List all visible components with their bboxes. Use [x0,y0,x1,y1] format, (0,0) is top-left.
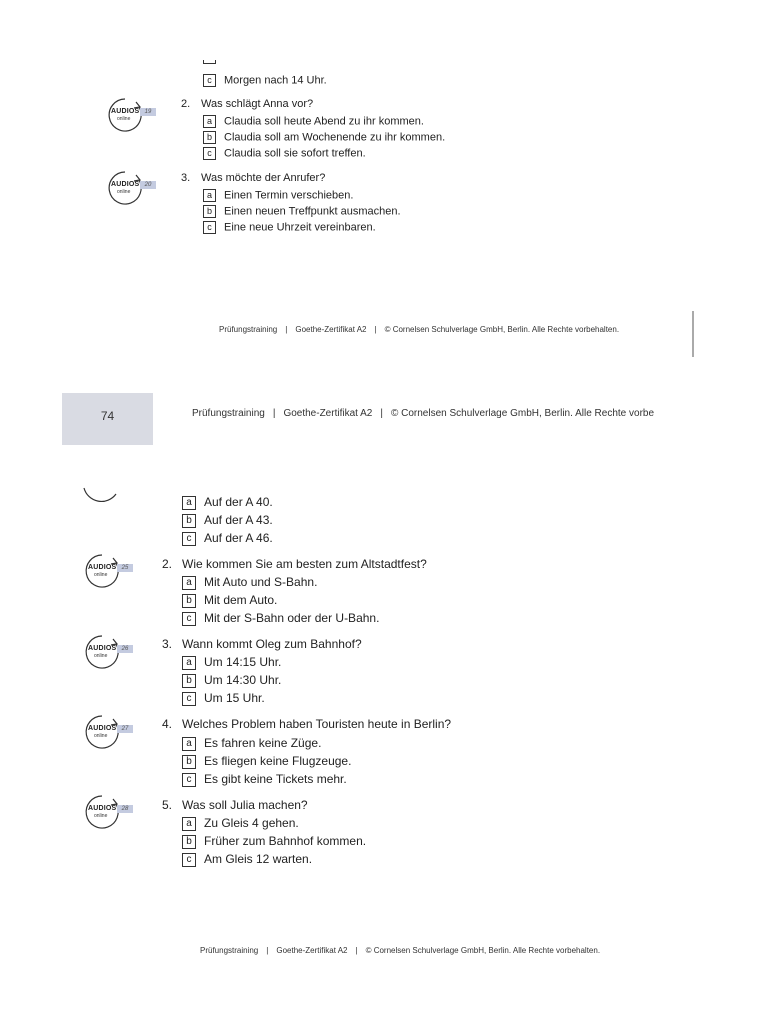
header-section: Prüfungstraining [192,408,265,419]
option-letter-box: c [203,147,216,160]
audio-label: AUDIOS [88,805,117,812]
option-letter-box: c [203,221,216,234]
footer-title: Goethe-Zertifikat A2 [295,325,367,334]
option-letter-box: a [203,189,216,202]
audio-badge[interactable] [82,712,162,752]
page-edge-rule [692,311,694,357]
option-text: Mit der S-Bahn oder der U-Bahn. [204,611,380,625]
audio-circle-icon [82,480,122,510]
option-letter-box: c [182,773,196,787]
audio-circle-icon [82,712,122,752]
option-letter-box: b [203,205,216,218]
option-line [203,74,327,87]
header-copyright: © Cornelsen Schulverlage GmbH, Berlin. Alle Rechte vorbe [390,408,655,419]
option-letter-box: b [203,131,216,144]
option-letter-box: b [182,514,196,528]
option-line [182,575,317,590]
option-letter-box: b [182,594,196,608]
track-number: 25 [117,564,133,572]
audio-label: AUDIOS [88,645,117,652]
footer-copyright: © Cornelsen Schulverlage GmbH, Berlin. Alle Rechte vorbehalten. [365,946,601,955]
option-text: Am Gleis 12 warten. [204,852,313,866]
audio-label: AUDIOS [111,181,140,188]
audio-label: AUDIOS [88,564,117,571]
option-line [203,189,353,202]
option-text: Einen Termin verschieben. [224,189,354,202]
question-3 [162,637,362,651]
track-number: 27 [117,725,133,733]
option-line [182,593,277,608]
page-header: Prüfungstraining | Goethe-Zertifikat A2 | © Cornelsen Schulverlage GmbH, Berlin. Alle Rechte vorbe [192,408,655,419]
option-text: Früher zum Bahnhof kommen. [204,834,367,848]
question-text: Wie kommen Sie am besten zum Altstadtfest? [182,557,427,571]
option-text: Es fliegen keine Flugzeuge. [204,754,352,768]
question-4 [162,717,451,731]
option-text: Um 15 Uhr. [204,691,265,705]
question-number: 3. [181,172,191,184]
option-line [182,495,273,510]
question-text: Wann kommt Oleg zum Bahnhof? [182,637,362,651]
audio-sub-label: online [94,813,108,819]
footer-copyright: © Cornelsen Schulverlage GmbH, Berlin. Alle Rechte vorbehalten. [384,325,620,334]
option-letter-box: c [203,74,216,87]
option-line [182,513,273,528]
option-line [182,754,351,769]
track-number: 19 [140,108,156,116]
question-3 [181,172,325,184]
option-letter-box: c [182,532,196,546]
option-text: Auf der A 46. [204,531,273,545]
option-line [182,816,299,831]
option-letter-box: a [182,576,196,590]
question-2 [162,557,427,571]
option-line [203,205,401,218]
option-letter-box: a [182,496,196,510]
option-line [182,691,265,706]
audio-label: AUDIOS [88,725,117,732]
option-text: Auf der A 43. [204,513,273,527]
track-number: 20 [140,181,156,189]
option-text: Es gibt keine Tickets mehr. [204,772,347,786]
footer-section: Prüfungstraining [200,946,259,955]
audio-badge[interactable] [82,792,162,832]
option-letter-box: c [182,853,196,867]
question-5 [162,798,308,812]
option-text: Claudia soll heute Abend zu ihr kommen. [224,115,424,128]
option-letter-box: a [203,115,216,128]
page-footer: Prüfungstraining | Goethe-Zertifikat A2 | © Cornelsen Schulverlage GmbH, Berlin. Alle Rechte vorbehalten. [219,325,620,334]
option-text: Zu Gleis 4 gehen. [204,816,299,830]
footer-title: Goethe-Zertifikat A2 [276,946,348,955]
option-text: Auf der A 40. [204,495,273,509]
option-text: Mit Auto und S-Bahn. [204,575,318,589]
option-text: Um 14:30 Uhr. [204,673,282,687]
option-line [182,772,347,787]
option-text: Einen neuen Treffpunkt ausmachen. [224,205,401,218]
question-text: Was schlägt Anna vor? [201,98,314,110]
option-line [182,673,281,688]
option-line [203,131,445,144]
question-number: 5. [162,798,173,812]
option-letter-box: a [182,656,196,670]
audio-circle-icon [82,632,122,672]
option-line [182,852,312,867]
cut-off-option-box [203,60,216,64]
option-line [203,115,424,128]
option-letter-box: c [182,612,196,626]
option-letter-box: c [182,692,196,706]
audio-circle-icon [105,95,145,135]
page-number: 74 [100,409,115,423]
question-text: Was möchte der Anrufer? [201,172,326,184]
question-2 [181,98,313,110]
option-line [182,655,281,670]
header-title: Goethe-Zertifikat A2 [283,408,373,419]
option-line [182,531,273,546]
option-line [182,834,366,849]
audio-circle-icon [82,792,122,832]
option-text: Eine neue Uhrzeit vereinbaren. [224,221,376,234]
audio-sub-label: online [94,733,108,739]
option-text: Mit dem Auto. [204,593,278,607]
audio-sub-label: online [94,572,108,578]
question-text: Welches Problem haben Touristen heute in Berlin? [182,717,452,731]
option-letter-box: b [182,674,196,688]
option-text: Claudia soll sie sofort treffen. [224,147,366,160]
option-letter-box: a [182,737,196,751]
audio-badge[interactable] [105,95,185,135]
footer-section: Prüfungstraining [219,325,278,334]
page-footer: Prüfungstraining | Goethe-Zertifikat A2 | © Cornelsen Schulverlage GmbH, Berlin. Alle Rechte vorbehalten. [200,946,601,955]
audio-badge[interactable] [82,551,162,591]
option-text: Morgen nach 14 Uhr. [224,74,327,87]
question-number: 4. [162,717,173,731]
audio-label: AUDIOS [111,108,140,115]
option-text: Claudia soll am Wochenende zu ihr kommen. [224,131,446,144]
option-letter-box: b [182,835,196,849]
option-line [182,611,379,626]
audio-badge[interactable] [82,632,162,672]
question-number: 2. [181,98,191,110]
option-line [182,736,321,751]
audio-sub-label: online [117,189,131,195]
option-line [203,147,366,160]
option-text: Es fahren keine Züge. [204,736,322,750]
track-number: 26 [117,645,133,653]
option-letter-box: a [182,817,196,831]
audio-sub-label: online [94,653,108,659]
audio-badge[interactable] [105,168,185,208]
option-line [203,221,376,234]
question-number: 3. [162,637,173,651]
option-text: Um 14:15 Uhr. [204,655,282,669]
audio-circle-icon [82,551,122,591]
question-text: Was soll Julia machen? [182,798,308,812]
audio-circle-icon [105,168,145,208]
option-letter-box: b [182,755,196,769]
page-number-band [62,393,153,445]
track-number: 28 [117,805,133,813]
audio-sub-label: online [117,116,131,122]
question-number: 2. [162,557,173,571]
